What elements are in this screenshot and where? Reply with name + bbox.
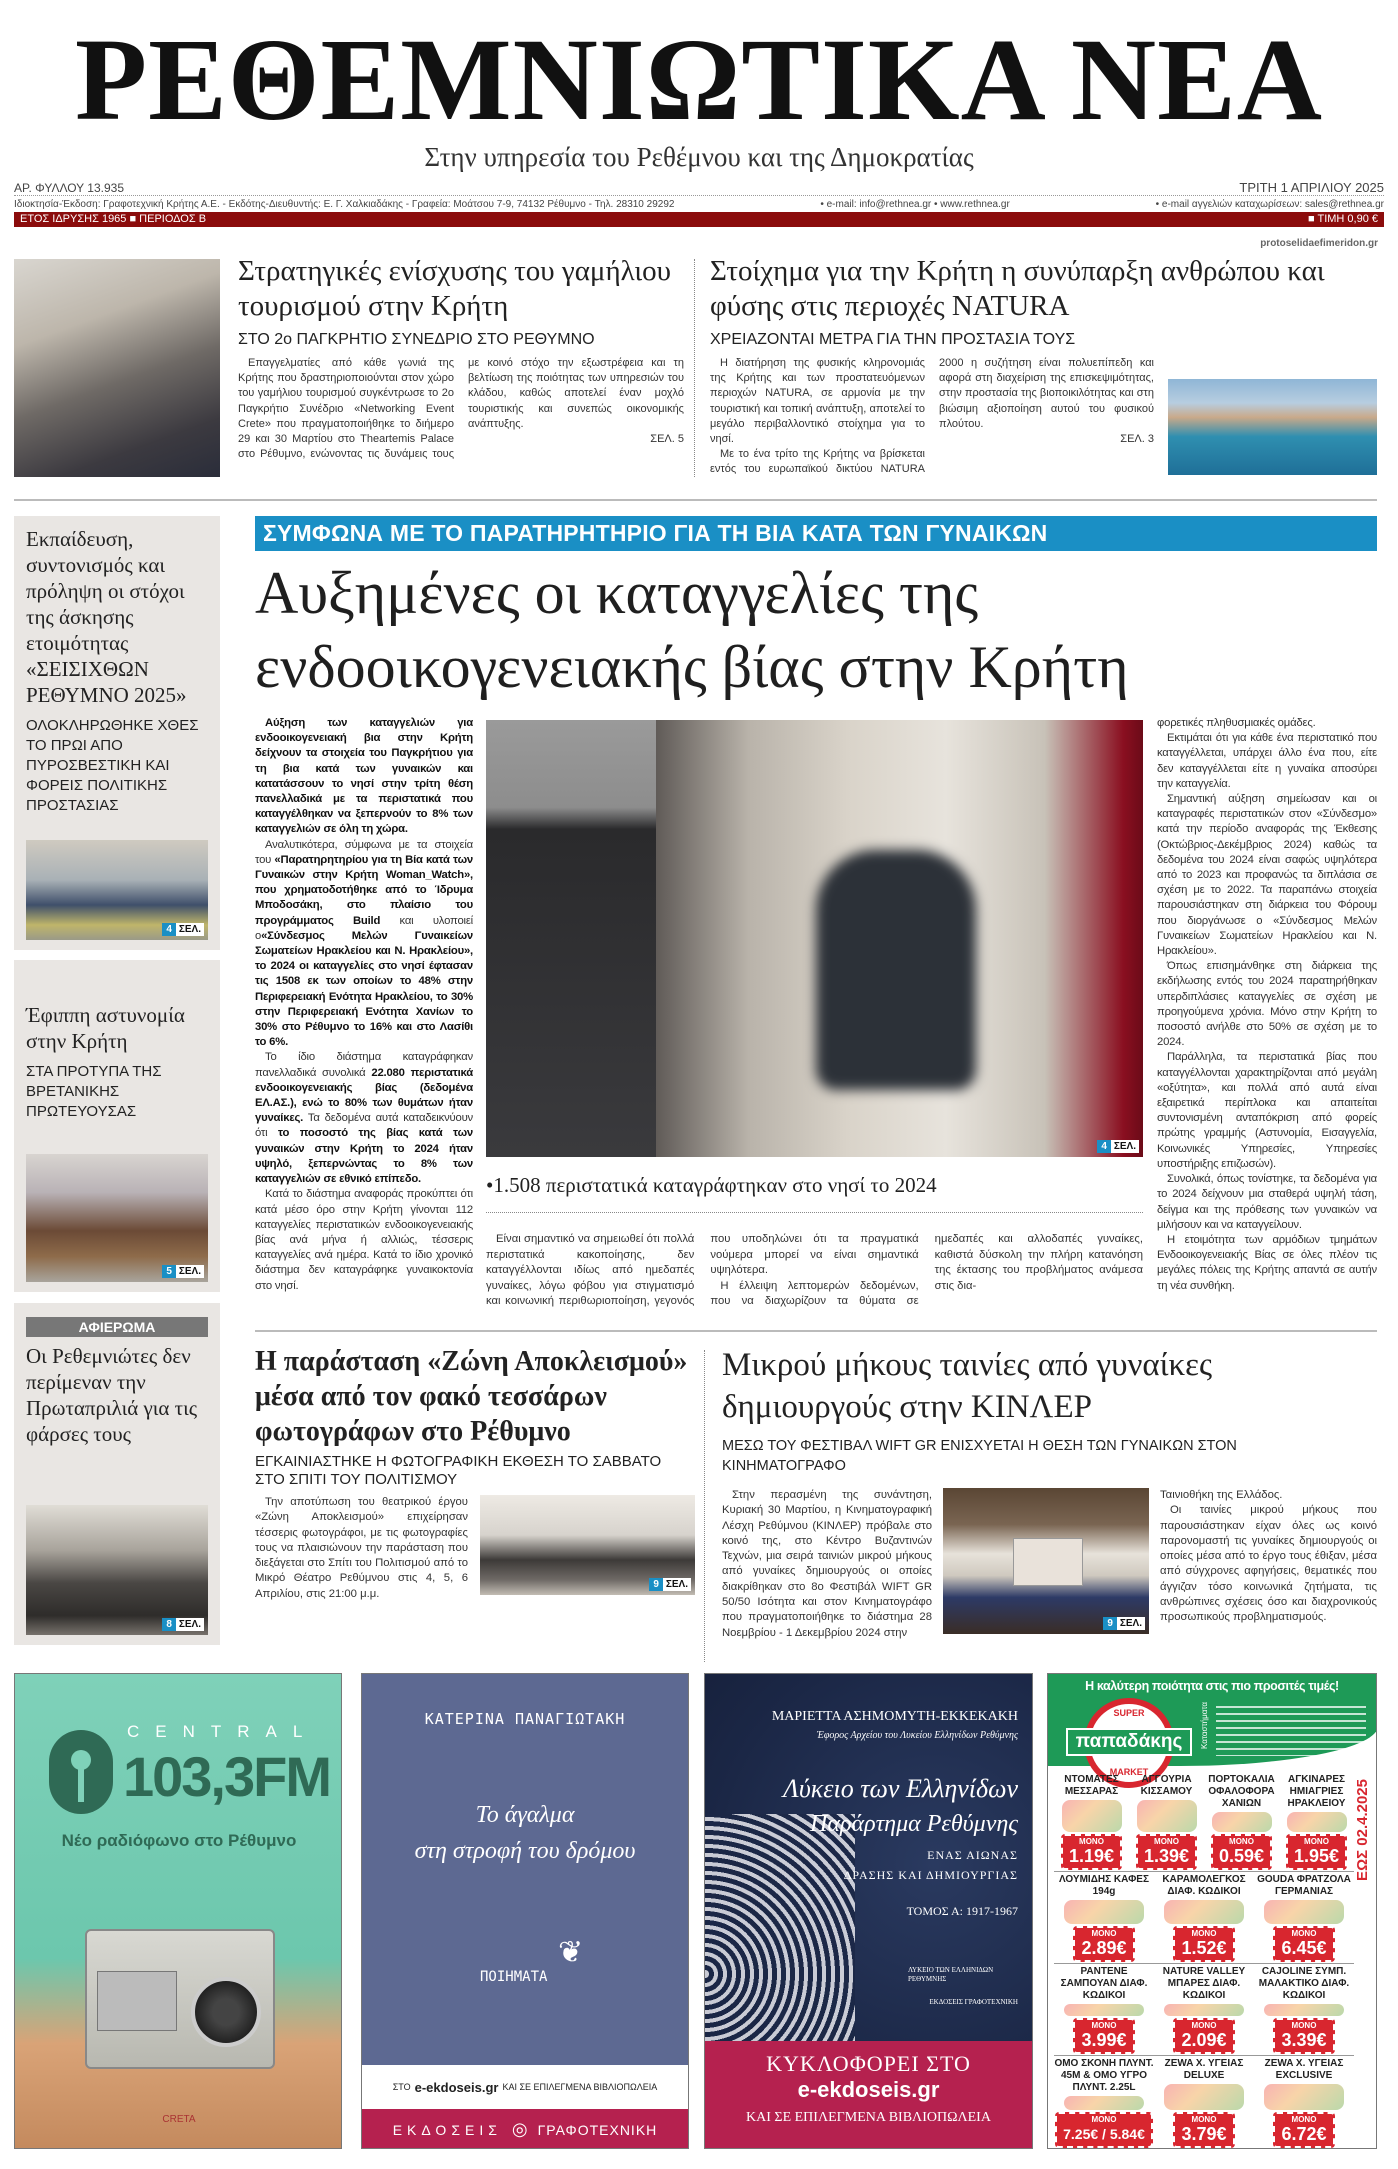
price-mono-label: ΜΟΝΟ: [1229, 1837, 1254, 1846]
bold-text: Αύξηση των καταγγελιών για ενδοοικογενειακή βια στην Κρήτη δείχνουν τα στοιχεία του Παγκρήτιου για τη βια κατά των γυναικών και κατατάσσουν το νησί στην τρίτη θέση πανελλαδικά με τα περιστατικά που καταγγέλθηκαν να ξεπερνούν το 8% των καταγγελιών σε όλη τη χώρα.: [255, 717, 473, 836]
book2-volume: ΤΟΜΟΣ Α: 1917-1967: [906, 1904, 1018, 1918]
bold-text: 22.080 περιστατικά ενδοοικογενειακής βίας (δεδομένα ΕΛ.ΑΣ.), ενώ το 80% των θυμάτων ήταν γυναίκες.: [255, 1066, 473, 1125]
ads-contact-info: • e-mail αγγελιών καταχωρίσεων: sales@rethnea.gr: [1155, 199, 1384, 210]
store-prefix: ΣΤΟ: [392, 2082, 411, 2092]
book2-store-link[interactable]: e-ekdoseis.gr: [797, 2077, 940, 2102]
product-price: 3.79€: [1181, 2124, 1227, 2144]
book2-cta: [705, 2041, 1032, 2149]
sidebar-story-1-title: Εκπαίδευση, συντονισμός και πρόληψη οι στόχοι της άσκησης ετοιμότητας «ΣΕΙΣΙΧΘΩΝ ΡΕΘΥΜΝΟ 2025»: [26, 527, 187, 707]
product-offer: [1129, 1774, 1204, 1870]
price-mono-label: ΜΟΝΟ: [1291, 1929, 1317, 1938]
lead-under-p2: Η έλλειψη λεπτομερών δεδομένων, που να διαχωρίζουν τα θύματα σε ημεδαπές και αλλοδαπές γυναίκες, καθιστά δύσκολη την πλήρη κατανόηση της έκτασης του προβλήματος ανάμεσα στις δια-: [710, 1233, 1143, 1307]
fire-drill-photo: [26, 840, 208, 940]
product-offer: [1054, 1874, 1154, 1962]
text: Κατά το διάστημα αναφοράς προκύπτει ότι κατά μέσο όρο στην Κρήτη γίνονται 112 καταγγελίες περιστατικών ενδοοικογενειακής βίας ανά μήνα ή αλλιώς, τέσσερις καταγγελίες ανά ημέρα. Κατά το ίδιο χρονικό διάστημα δεν καταγράφηκε γυναικοκτονία στο νησί.: [255, 1188, 473, 1292]
product-image: [1062, 1800, 1122, 1832]
sidebar-story-1-kicker: ΟΛΟΚΛΗΡΩΘΗΚΕ ΧΘΕΣ ΤΟ ΠΡΩΙ ΑΠΟ ΠΥΡΟΣΒΕΣΤΙΚΗ ΚΑΙ ΦΟΡΕΙΣ ΠΟΛΙΤΙΚΗΣ ΠΡΟΣΤΑΣΙΑΣ: [26, 717, 199, 814]
product-image: [1064, 1900, 1144, 1924]
founding-band: [14, 212, 1384, 227]
product-price-tag: [1273, 2018, 1334, 2054]
bottom-right-headline[interactable]: Μικρού μήκους ταινίες από γυναίκες δημιουργούς στην ΚΙΝΛΕΡ: [722, 1347, 1213, 1425]
bottom-left-text: Την αποτύπωση του θεατρικού έργου «Ζώνη Αποκλεισμού» επιχείρησαν τέσσερις φωτογράφοι, με τις φωτογραφίες τους να πλαισιώνουν την παράσταση που διεξάγεται στο Σπίτι του Πολιτισμού από το Μικρό Θέατρο Ρεθύμνου στις 4, 5, 6 Απριλίου, στις 21:00 μ.μ.: [255, 1496, 468, 1600]
product-name: ΑΓΓΟΥΡΙΑ ΚΙΣΣΑΜΟΥ: [1140, 1774, 1193, 1797]
market-headline: Η καλύτερη ποιότητα στις πιο προσιτές τιμές!: [1085, 1679, 1339, 1693]
radio-ad[interactable]: [14, 1673, 342, 2149]
issue-number: ΑΡ. ΦΥΛΛΟΥ 13.935: [14, 181, 124, 195]
price-mono-label: ΜΟΝΟ: [1079, 1837, 1104, 1846]
product-image: [1064, 2004, 1144, 2016]
product-name: ΚΑΡΑΜΟΛΕΓΚΟΣ ΔΙΑΦ. ΚΩΔΙΚΟΙ: [1162, 1874, 1246, 1897]
page-label: ΣΕΛ.: [176, 1265, 204, 1278]
sidebar-story-2[interactable]: [14, 960, 220, 1292]
product-price-tag: [1173, 2018, 1234, 2054]
page-ref[interactable]: ΣΕΛ. 5: [650, 433, 684, 446]
bottom-left-headline[interactable]: Η παράσταση «Ζώνη Αποκλεισμού» μέσα από τον φακό τεσσάρων φωτογράφων στο Ρέθυμνο: [255, 1346, 688, 1447]
mounted-police-photo: [26, 1154, 208, 1282]
stores-label: Καταστήματα: [1200, 1702, 1209, 1749]
bold-text: «Παρατηρητηρίου για τη Βία κατά των Γυναικών στην Κρήτη Woman_Watch», που χρηματοδοτήθηκε από το Ίδρυμα Μποδοσάκη, στο πλαίσιο του προγράμματος Build: [255, 853, 473, 927]
page-ref[interactable]: ΣΕΛ. 3: [1120, 433, 1154, 446]
top-left-kicker: ΣΤΟ 2ο ΠΑΓΚΡΗΤΙΟ ΣΥΝΕΔΡΙΟ ΣΤΟ ΡΕΘΥΜΝΟ: [238, 331, 595, 348]
product-price: 6.45€: [1281, 1938, 1327, 1958]
top-right-p2: Με το ένα τρίτο της Κρήτης να βρίσκεται εντός του ευρωπαϊκού δικτύου NATURA 2000 η συζήτηση είναι πολυεπίπεδη και αφορά στη διαχείριση της επισκεψιμότητας, στην προστασία της βιοποικιλότητας και στη βιώσιμη αξιοποίηση αυτού του φυσικού πλούτου.: [710, 357, 1154, 476]
bottom-right-story: [722, 1344, 1377, 1641]
issue-row: [14, 180, 1384, 196]
bottom-right-body-1: [722, 1488, 932, 1641]
price-mono-label: ΜΟΝΟ: [1091, 1929, 1117, 1938]
product-name: ΝΤΟΜΑΤΕΣ ΜΕΣΣΑΡΑΣ: [1064, 1774, 1119, 1797]
bottom-left-kicker: ΕΓΚΑΙΝΙΑΣΤΗΚΕ Η ΦΩΤΟΓΡΑΦΙΚΗ ΕΚΘΕΣΗ ΤΟ ΣΑΒΒΑΤΟ ΣΤΟ ΣΠΙΤΙ ΤΟΥ ΠΟΛΙΤΙΣΜΟΥ: [255, 1453, 662, 1488]
top-right-p1: Η διατήρηση της φυσικής κληρονομιάς της Κρήτης και των προστατευόμενων περιοχών NATURA, σε αρμονία με την τουριστική και τοπική ανάπτυξη, αποτελεί το μεγάλο περιβαλλοντικό στοίχημα για το νησί.: [710, 357, 925, 446]
top-right-kicker: ΧΡΕΙΑΖΟΝΤΑΙ ΜΕΤΡΑ ΓΙΑ ΤΗΝ ΠΡΟΣΤΑΣΙΑ ΤΟΥΣ: [710, 331, 1076, 348]
product-image: [1264, 2004, 1344, 2016]
archive-photo: [26, 1505, 208, 1635]
product-name: GOUDA ΦΡΑΤΖΟΛΑ ΓΕΡΜΑΝΙΑΣ: [1257, 1874, 1351, 1897]
lead-paragraph: [255, 1187, 473, 1293]
product-image: [1064, 2096, 1144, 2110]
store-link[interactable]: e-ekdoseis.gr: [414, 2079, 499, 2095]
publisher-logo-icon: ◎: [511, 2119, 528, 2139]
product-price: 2.09€: [1181, 2030, 1227, 2050]
bottom-right-text1: Στην περασμένη της συνάντηση, Κυριακή 30 Μαρτίου, η Κινηματογραφική Λέσχη Ρεθύμνου (ΚΙΝΛΕΡ) πρόβαλε στο κοινό της, στο Κέντρο Βυζαντινών Τεχνών, μια σειρά ταινιών μικρού μήκους από γυναίκες δημιουργούς οι οποίες διακρίθηκαν στο 8ο Φεστιβάλ WIFT GR 50/50 Ισότητα και στον Κινηματογράφο που πραγματοποιήθηκε το διάστημα 28 Νοεμβρίου - 1 Δεκεμβρίου 2024 στην: [722, 1489, 932, 1639]
product-image: [1164, 1900, 1244, 1924]
price-mono-label: ΜΟΝΟ: [1154, 1837, 1179, 1846]
lead-headline[interactable]: Αυξημένες οι καταγγελίες της ενδοοικογενειακής βίας στην Κρήτη: [255, 560, 1129, 700]
product-price-tag: [1061, 1834, 1122, 1870]
book-genre: ΠΟΙΗΜΑΤΑ: [480, 1969, 548, 1985]
bottom-left-body: [255, 1495, 468, 1602]
issue-date: ΤΡΙΤΗ 1 ΑΠΡΙΛΙΟΥ 2025: [1239, 180, 1384, 195]
product-image: [1164, 2004, 1244, 2016]
book2-title1: Λύκειο των Ελληνίδων: [783, 1774, 1018, 1803]
book2-sub2: ΔΡΑΣΗΣ ΚΑΙ ΔΗΜΙΟΥΡΓΙΑΣ: [843, 1868, 1018, 1882]
store-suffix: ΚΑΙ ΣΕ ΕΠΙΛΕΓΜΕΝΑ ΒΙΒΛΙΟΠΩΛΕΙΑ: [502, 2082, 658, 2092]
lead-paragraph: Παράλληλα, τα περιστατικά βίας που καταγγέλλονται χαρακτηρίζονται από μεγάλη «οξύτητα», και πολλά από αυτά είναι εξαιρετικά περίπλοκα και απαιτείται συντονισμένη ανταπόκριση από φορείς πρώτης γραμμής (Αστυνομία, Εισαγγελία, Κοινωνικές Υπηρεσίες, Υπηρεσίες υποστήριξης επιζωσών).: [1157, 1051, 1377, 1170]
founding-text: ΕΤΟΣ ΙΔΡΥΣΗΣ 1965 ■ ΠΕΡΙΟΔΟΣ Β: [20, 213, 207, 225]
lead-paragraph: Εκτιμάται ότι για κάθε ένα περιστατικό που καταγγέλλεται, υπάρχει άλλο ένα που, είτε δεν καταγγέλλεται είτε η γυναίκα αποσύρει την καταγγελία.: [1157, 732, 1377, 790]
price-mono-label: ΜΟΝΟ: [1291, 2115, 1317, 2124]
product-offer: [1054, 1774, 1129, 1870]
sidebar-story-2-title: Έφιππη αστυνομία στην Κρήτη: [26, 1003, 185, 1053]
product-image: [1264, 2084, 1344, 2110]
section-divider: [255, 1330, 1377, 1332]
lead-left-column: [255, 716, 473, 1294]
top-right-body: [710, 356, 1154, 478]
product-price-tag: [1073, 1926, 1134, 1962]
book-title-line2: στη στροφή του δρόμου: [414, 1838, 636, 1864]
product-offer: [1054, 2058, 1154, 2148]
price-mono-label: ΜΟΝΟ: [1091, 2021, 1117, 2030]
lace-pattern: [705, 1814, 855, 2041]
bottom-right-body-2: [1160, 1488, 1377, 1626]
price-mono-label: ΜΟΝΟ: [1191, 1929, 1217, 1938]
row-divider: [1054, 1963, 1354, 1964]
publisher-strip: [362, 2109, 688, 2149]
price-mono-label: ΜΟΝΟ: [1291, 2021, 1317, 2030]
product-offer: [1154, 1874, 1254, 1962]
book2-sub1: ΕΝΑΣ ΑΙΩΝΑΣ: [927, 1848, 1018, 1862]
offer-validity: ΕΩΣ 02.4.2025: [1354, 1779, 1371, 1881]
top-left-headline[interactable]: Στρατηγικές ενίσχυσης του γαμήλιου τουρισμού στην Κρήτη: [238, 255, 671, 322]
page-number-badge: 9: [1103, 1617, 1117, 1630]
product-price: 3.99€: [1081, 2030, 1127, 2050]
publisher-info: Ιδιοκτησία-Έκδοση: Γραφοτεχνική Κρήτης Α.Ε. - Εκδότης-Διευθυντής: Ε. Γ. Χαλκιαδάκης - Γραφεία: Μοάτσου 7-9, 74132 Ρέθυμνο - Τηλ. 28310 29292: [14, 199, 675, 210]
bottom-right-kicker: ΜΕΣΩ ΤΟΥ ΦΕΣΤΙΒΑΛ WIFT GR ΕΝΙΣΧΥΕΤΑΙ Η ΘΕΣΗ ΤΩΝ ΓΥΝΑΙΚΩΝ ΣΤΟΝ ΚΙΝΗΜΑΤΟΓΡΑΦΟ: [722, 1438, 1237, 1474]
logo-top: SUPER: [1113, 1708, 1145, 1718]
caption-divider: [486, 1212, 1143, 1213]
logo-bottom: MARKET: [1109, 1767, 1149, 1777]
lead-under-p1: Είναι σημαντικό να σημειωθεί ότι πολλά περιστατικά κακοποίησης, δεν καταγγέλλονται ιδίως από ημεδαπές γυναίκες, λόγω φόβου για στιγματισμό και κοινωνική περιθωριοποίηση, γεγονός που υποδηλώνει ότι τα πραγματικά νούμερα μπορεί να είναι σημαντικά υψηλότερα.: [486, 1233, 919, 1307]
page-label: ΣΕΛ.: [176, 923, 204, 936]
page-label: ΣΕΛ.: [1117, 1617, 1145, 1630]
product-name: PANTENE ΣΑΜΠΟΥΑΝ ΔΙΑΦ. ΚΩΔΙΚΟΙ: [1060, 1966, 1148, 2001]
row-divider: [1054, 2055, 1354, 2056]
page-number-badge: 4: [1097, 1140, 1111, 1153]
lead-paragraph: φορετικές πληθυσμιακές ομάδες.: [1157, 717, 1316, 729]
price-mono-label: ΜΟΝΟ: [1191, 2115, 1217, 2124]
book2-org: ΛΥΚΕΙΟ ΤΩΝ ΕΛΛΗΝΙΔΩΝ ΡΕΘΥΜΝΗΣ: [908, 1966, 994, 1983]
book2-author: ΜΑΡΙΕΤΤΑ ΑΣΗΜΟΜΥΤΗ-ΕΚΚΕΚΑΚΗ: [771, 1709, 1018, 1724]
product-offer: [1254, 1874, 1354, 1962]
product-price: 6.72€: [1281, 2124, 1327, 2144]
product-price: 1.19€: [1068, 1846, 1115, 1866]
product-price-tag: [1173, 1926, 1234, 1962]
lead-paragraph: Η ετοιμότητα των αρμόδιων τμημάτων Ενδοοικογενειακής Βίας σε όλες πλέον τις μεγάλες πόλεις της Κρήτης απαντά σε αυτήν τη νέα συνθήκη.: [1157, 1233, 1377, 1292]
product-image: [1164, 2084, 1244, 2110]
product-price-tag: [1273, 1926, 1334, 1962]
text: Τα δεδομένα αυτά καταδεικνύουν ότι: [255, 1112, 473, 1140]
product-name: CAJOLINE ΣΥΜΠ. ΜΑΛΑΚΤΙΚΟ ΔΙΑΦ. ΚΩΔΙΚΟΙ: [1258, 1966, 1350, 2001]
lead-banner: ΣΥΜΦΩΝΑ ΜΕ ΤΟ ΠΑΡΑΤΗΡΗΤΗΡΙΟ ΓΙΑ ΤΗ ΒΙΑ ΚΑΤΑ ΤΩΝ ΓΥΝΑΙΚΩΝ: [255, 516, 1377, 551]
page-label: ΣΕΛ.: [663, 1578, 691, 1591]
text: Το ίδιο διάστημα καταγράφηκαν πανελλαδικά συνολικά: [255, 1051, 473, 1079]
book-ad-lyceum[interactable]: [704, 1673, 1033, 2149]
product-price: 7.25€ / 5.84€: [1063, 2126, 1145, 2142]
price-text: ■ ΤΙΜΗ 0,90 €: [1307, 213, 1378, 225]
supermarket-ad[interactable]: [1047, 1673, 1377, 2149]
lead-paragraph: Συνολικά, όπως τονίστηκε, τα δεδομένα για το 2024 δείχνουν μια σταθερά υψηλή τάση, δείγμα και της πρόθεσης των γυναικών να μιλήσουν και να καταγγείλουν.: [1157, 1173, 1377, 1231]
price-mono-label: ΜΟΝΟ: [1304, 1837, 1329, 1846]
column-divider: [694, 259, 695, 477]
product-offer: [1254, 2058, 1354, 2148]
product-price: 1.95€: [1293, 1846, 1340, 1866]
text: Αναλυτικότερα, σύμφωνα με τα στοιχεία του: [255, 838, 473, 866]
bold-text: το ποσοστό της βίας κατά των γυναικών στην Κρήτη το 2024 ήταν υψηλό, ξεπερνώντας το 8% των καταγγελιών σε εθνικό επίπεδο.: [255, 1127, 473, 1186]
product-price-tag: [1073, 2018, 1134, 2054]
page-number-badge: 4: [162, 923, 176, 936]
product-name: NATURE VALLEY ΜΠΑΡΕΣ ΔΙΑΦ. ΚΩΔΙΚΟΙ: [1162, 1966, 1246, 2001]
publisher-row: [14, 199, 1384, 210]
price-mono-label: ΜΟΝΟ: [1091, 2115, 1117, 2124]
top-left-body: [238, 356, 684, 462]
source-watermark: protoselidaefimeridon.gr: [1260, 238, 1378, 249]
lead-right-column: [1157, 716, 1377, 1294]
product-price-tag: [1273, 2112, 1334, 2148]
bottom-left-story: [255, 1344, 695, 1602]
product-offer: [1054, 1966, 1154, 2054]
newspaper-masthead: ΡΕΘΕΜΝΙΩΤΙΚΑ ΝΕΑ: [74, 14, 1324, 145]
product-price-tag: [1173, 2112, 1234, 2148]
radio-slogan: Νέο ραδιόφωνο στο Ρέθυμνο: [61, 1831, 297, 1850]
book2-role: Έφορος Αρχείου του Λυκείου Ελληνίδων Ρεθύμνης: [817, 1730, 1018, 1741]
book2-cta1: ΚΥΚΛΟΦΟΡΕΙ ΣΤΟ: [766, 2051, 971, 2076]
product-offer: [1279, 1774, 1354, 1870]
product-name: ZEWA Χ. ΥΓΕΙΑΣ DELUXE: [1164, 2058, 1244, 2081]
masthead-motto: Στην υπηρεσία του Ρεθέμνου και της Δημοκρατίας: [424, 142, 974, 172]
lead-paragraph: [255, 1050, 473, 1187]
product-name: ZEWA Χ. ΥΓΕΙΑΣ EXCLUSIVE: [1264, 2058, 1344, 2081]
product-image: [1287, 1812, 1347, 1832]
product-price-tag: [1211, 1834, 1272, 1870]
top-right-headline[interactable]: Στοίχημα για την Κρήτη η συνύπαρξη ανθρώπου και φύσης στις περιοχές NATURA: [710, 255, 1325, 322]
book2-title2: Παράρτημα Ρεθύμνης: [810, 1811, 1018, 1837]
page-number-badge: 8: [162, 1618, 176, 1631]
product-price: 1.52€: [1181, 1938, 1227, 1958]
top-left-story: [238, 254, 684, 462]
lead-paragraph: [255, 838, 473, 1051]
conference-photo: [14, 259, 220, 477]
product-price: 0.59€: [1218, 1846, 1265, 1866]
book-author: ΚΑΤΕΡΙΝΑ ΠΑΝΑΓΙΩΤΑΚΗ: [424, 1710, 626, 1728]
product-image: [1137, 1800, 1197, 1832]
sidebar-story-1[interactable]: [14, 516, 220, 950]
sidebar-story-2-kicker: ΣΤΑ ΠΡΟΤΥΠΑ ΤΗΣ ΒΡΕΤΑΝΙΚΗΣ ΠΡΩΤΕΥΟΥΣΑΣ: [26, 1063, 162, 1120]
product-price-tag: [1286, 1834, 1347, 1870]
lead-photo: [486, 720, 1143, 1157]
sidebar-story-3-title: Οι Ρεθεμνιώτες δεν περίμεναν την Πρωταπριλιά για τις φάρσες τους: [26, 1344, 198, 1446]
sidebar-story-3[interactable]: [14, 1303, 220, 1645]
book-store-strip: [362, 2065, 688, 2109]
book2-cta2: ΚΑΙ ΣΕ ΕΠΙΛΕΓΜΕΝΑ ΒΙΒΛΙΟΠΩΛΕΙΑ: [746, 2110, 991, 2125]
contact-info: • e-mail: info@rethnea.gr • www.rethnea.gr: [820, 199, 1010, 210]
product-price: 3.39€: [1281, 2030, 1327, 2050]
product-price: 1.39€: [1143, 1846, 1190, 1866]
product-name: ΠΟΡΤΟΚΑΛΙΑ ΟΦΑΛΟΦΟΡΑ ΧΑΝΙΩΝ: [1208, 1774, 1275, 1809]
product-offer: [1154, 2058, 1254, 2148]
product-offer: [1154, 1966, 1254, 2054]
lead-paragraph: [255, 716, 473, 838]
product-name: OMO ΣΚΟΝΗ ΠΛΥΝΤ. 45Μ & OMO ΥΓΡΟ ΠΛΥΝΤ. 2.25L: [1054, 2058, 1154, 2093]
radio-logo-icon: [49, 1730, 113, 1814]
logo-name: παπαδάκης: [1066, 1728, 1192, 1756]
page-number-badge: 5: [162, 1265, 176, 1278]
lead-photo-caption: •1.508 περιστατικά καταγράφτηκαν στο νησί το 2024: [486, 1173, 937, 1197]
radio-frequency: 103,3FM: [123, 1745, 330, 1808]
publisher-a: ΕΚΔΟΣΕΙΣ: [392, 2121, 502, 2138]
product-image: [1264, 1900, 1344, 1924]
product-offer: [1254, 1966, 1354, 2054]
beach-photo: [1168, 379, 1377, 475]
lead-paragraph: Όπως επισημάνθηκε στη διάρκεια της εκδήλωσης εντός του 2024 παρατηρήθηκαν υπερδιπλάσιες καταγγελίες σε σχέση με προηγούμενα χρόνια. Μόνο στην Κρήτη το ποσοστό ανήλθε στο 50% σε σχέση με το 2024.: [1157, 960, 1377, 1049]
publisher-b: ΓΡΑΦΟΤΕΧΝΙΚΗ: [537, 2121, 658, 2138]
product-price: 2.89€: [1081, 1938, 1127, 1958]
lead-paragraph: Σημαντική αύξηση σημείωσαν και οι καταγραφές περιστατικών στον «Σύνδεσμο» κατά την περίοδο αναφοράς της Έκθεσης (Οκτώβριος-Δεκέμβριος 2024) καθώς τα δεδομένα του 2024 είναι σαφώς υψηλότερα από το 2023 και προφανώς τα διπλάσια σε σχέση με το 2022. Τα παραπάνω στοιχεία παρουσιάστηκαν στη διάρκεια του Φόρουμ που διοργάνωσε ο «Σύνδεσμος Μελών Γυναικείων Σωματείων Ηρακλείου και Ν. Ηρακλείου».: [1157, 793, 1377, 958]
product-image: [1212, 1812, 1272, 1832]
book2-publisher: ΕΚΔΟΣΕΙΣ ΓΡΑΦΟΤΕΧΝΙΚΗ: [929, 1998, 1018, 2006]
price-mono-label: ΜΟΝΟ: [1191, 2021, 1217, 2030]
cassette-radio-icon: [85, 1929, 275, 2069]
book-title-line1: Το άγαλμα: [475, 1802, 575, 1828]
page-number-badge: 9: [649, 1578, 663, 1591]
product-price-tag: [1136, 1834, 1197, 1870]
product-offer: [1204, 1774, 1279, 1870]
bottom-right-text2a: Ταινιοθήκη της Ελλάδος.: [1160, 1489, 1283, 1501]
page-label: ΣΕΛ.: [1111, 1140, 1139, 1153]
product-price-tag: [1055, 2112, 1153, 2148]
row-divider: [1054, 1871, 1354, 1872]
bottom-right-text2b: Οι ταινίες μικρού μήκους που παρουσιάστηκαν είχαν όλες ως κοινό παρονομαστή τις γυναίκες δημιουργούς οι οποίες μέσα από το έργο τους έθιξαν, μέσα από σύγχρονες αφηγήσεις, θεματικές που άγγιζαν τόσο κοινωνικά ζητήματα, τις ανθρώπινες σχέσεις όσο και διαχρονικούς προσωπικούς προβληματισμούς.: [1160, 1504, 1377, 1624]
radio-footer: CRETA: [162, 2114, 196, 2125]
top-left-text: Επαγγελματίες από κάθε γωνιά της Κρήτης που δραστηριοποιούνται στον χώρο του γαμήλιου τουρισμού συγκέντρωσε το 2ο Παγκρήτιο Συνέδριο «Networking Event Crete» που πραγματοποιήθηκε το διήμερο 29 και 30 Μαρτίου στο Theartemis Palace στο Ρέθυμνο, ενώνοντας τις δυνάμεις τους με κοινό στόχο την εξωστρέφεια και τη βελτίωση της ποιότητας των υπηρεσιών του κλάδου, καθώς αποτελεί έναν μοχλό τουριστικής και συνεπώς οικονομικής ανάπτυξης.: [238, 357, 684, 461]
store-addresses: [1216, 1706, 1366, 1756]
feather-icon: ❦: [558, 1936, 584, 1969]
product-name: ΛΟΥΜΙΔΗΣ ΚΑΦΕΣ 194g: [1059, 1874, 1149, 1897]
radio-brand: CENTRAL: [127, 1722, 319, 1741]
column-divider: [704, 1350, 705, 1662]
page-label: ΣΕΛ.: [176, 1618, 204, 1631]
exhibition-photo: [480, 1495, 695, 1595]
book-ad-poems[interactable]: [361, 1673, 689, 2149]
lead-under-photo: [486, 1232, 1143, 1310]
cinema-screening-photo: [943, 1488, 1149, 1634]
section-divider: [14, 499, 1377, 501]
product-name: ΑΓΚΙΝΑΡΕΣ ΗΜΙΑΓΡΙΕΣ ΗΡΑΚΛΕΙΟΥ: [1287, 1774, 1346, 1809]
text: και υλοποιεί ο: [255, 914, 473, 942]
bold-text: «Σύνδεσμος Μελών Γυναικείων Σωματείων Ηρακλείου και Ν. Ηρακλείου», το 2024 οι καταγγελίες στο νησί έφτασαν τις 1508 εκ των οποίων το 48% στην Περιφερειακή Ενότητα Ηρακλείου, το 30% στην Περιφερειακή Ενότητα Χανίων το 30% στο Ρέθυμνο το 16% και στο Λασίθι το 6%.: [255, 929, 473, 1049]
feature-label: ΑΦΙΕΡΩΜΑ: [26, 1317, 208, 1337]
